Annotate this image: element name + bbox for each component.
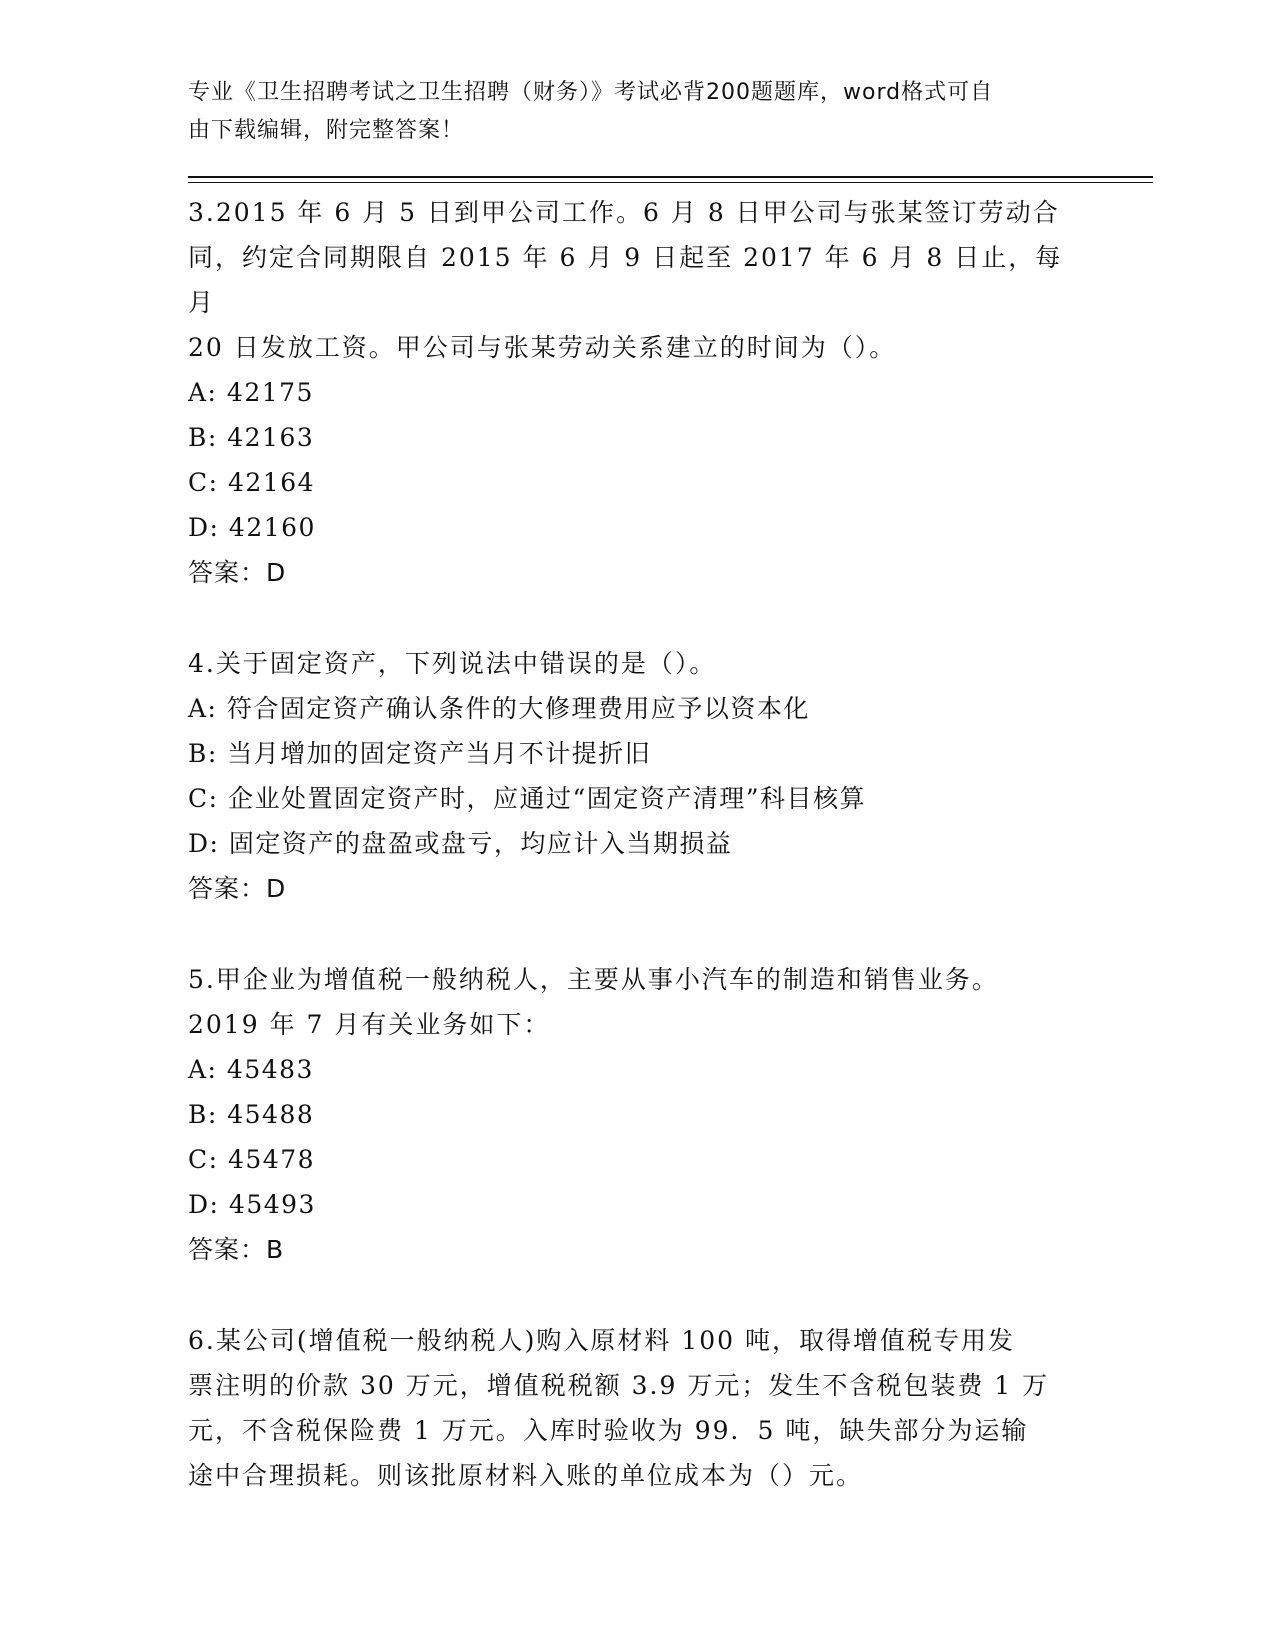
question-text-line: 元，不含税保险费 1 万元。入库时验收为 99．5 吨，缺失部分为运输 — [188, 1416, 1029, 1445]
header-divider-thick — [188, 176, 1153, 178]
question-text-line: 2019 年 7 月有关业务如下： — [188, 1010, 551, 1039]
option-a: A: 45483 — [188, 1055, 314, 1084]
option-b: B: 42163 — [188, 423, 315, 452]
question-text-line: 票注明的价款 30 万元，增值税税额 3.9 万元；发生不含税包装费 1 万 — [188, 1371, 1050, 1400]
answer: 答案：D — [188, 558, 287, 587]
question-3 — [188, 190, 1088, 595]
option-b: B: 当月增加的固定资产当月不计提折旧 — [188, 739, 652, 768]
option-c: C: 42164 — [188, 468, 316, 497]
option-b: B: 45488 — [188, 1100, 315, 1129]
option-d: D: 45493 — [188, 1190, 316, 1219]
option-c: C: 45478 — [188, 1145, 316, 1174]
header-line-2: 由下载编辑，附完整答案！ — [188, 118, 465, 143]
question-text-line: 6.某公司(增值税一般纳税人)购入原材料 100 吨，取得增值税专用发 — [188, 1326, 1015, 1355]
question-list — [188, 190, 1088, 1498]
question-text-line: 4.关于固定资产，下列说法中错误的是（）。 — [188, 649, 717, 678]
option-a: A: 符合固定资产确认条件的大修理费用应予以资本化 — [188, 694, 810, 723]
option-a: A: 42175 — [188, 378, 314, 407]
question-spacer — [188, 595, 1088, 641]
question-text-line: 20 日发放工资。甲公司与张某劳动关系建立的时间为（）。 — [188, 333, 897, 362]
question-text-line: 5.甲企业为增值税一般纳税人，主要从事小汽车的制造和销售业务。 — [188, 965, 999, 994]
option-d: D: 42160 — [188, 513, 316, 542]
question-text-line: 途中合理损耗。则该批原材料入账的单位成本为（）元。 — [188, 1461, 864, 1490]
question-6 — [188, 1318, 1088, 1498]
option-d: D: 固定资产的盘盈或盘亏，均应计入当期损益 — [188, 829, 733, 858]
question-spacer — [188, 911, 1088, 957]
answer: 答案：D — [188, 874, 287, 903]
question-text-line: 3.2015 年 6 月 5 日到甲公司工作。6 月 8 日甲公司与张某签订劳动合 — [188, 198, 1060, 227]
header-divider-thin — [188, 182, 1153, 183]
question-4 — [188, 641, 1088, 911]
header-line-1: 专业《卫生招聘考试之卫生招聘（财务）》考试必背200题题库，word格式可自 — [188, 80, 994, 105]
document-header — [188, 74, 1088, 150]
option-c: C: 企业处置固定资产时，应通过“固定资产清理”科目核算 — [188, 784, 867, 813]
question-5 — [188, 957, 1088, 1272]
question-text-line: 同，约定合同期限自 2015 年 6 月 9 日起至 2017 年 6 月 8 日止，每月 — [188, 243, 1063, 317]
answer: 答案：B — [188, 1235, 285, 1264]
question-spacer — [188, 1272, 1088, 1318]
